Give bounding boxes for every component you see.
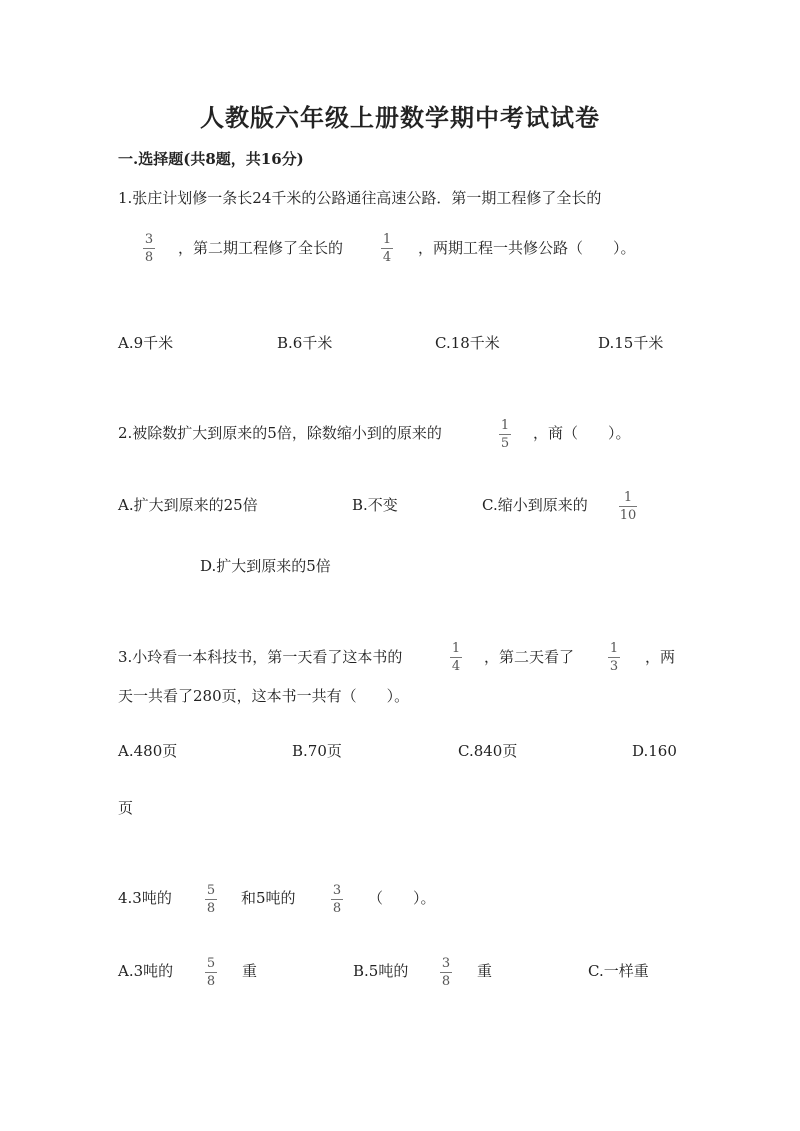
fraction-bar [331, 899, 343, 900]
q1-option-b[interactable]: B.6千米 [277, 334, 333, 352]
fraction-bar [499, 434, 511, 435]
fraction-bar [619, 506, 637, 507]
fraction-bar [450, 657, 462, 658]
q4-text-start: 4.3吨的 [118, 889, 172, 907]
q3-mid-text: ，第二天看了 [484, 648, 575, 666]
fraction-bar [205, 899, 217, 900]
q2-option-a[interactable]: A.扩大到原来的25倍 [118, 496, 258, 514]
q4-option-c[interactable]: C.一样重 [588, 962, 649, 980]
q1-fraction-2 [381, 232, 393, 265]
fraction-denominator: 4 [382, 250, 392, 265]
fraction-denominator: 4 [451, 659, 461, 674]
q3-option-c[interactable]: C.840页 [458, 742, 518, 760]
q4-option-b[interactable]: B.5吨的 [353, 962, 409, 980]
q3-option-d[interactable]: D.160 [632, 742, 677, 760]
q4-option-a-suffix: 重 [242, 962, 258, 980]
fraction-denominator: 8 [206, 901, 216, 916]
q4-option-a[interactable]: A.3吨的 [118, 962, 174, 980]
q3-option-a[interactable]: A.480页 [118, 742, 178, 760]
fraction-bar [608, 657, 620, 658]
fraction-numerator: 5 [206, 956, 216, 971]
fraction-denominator: 10 [619, 508, 637, 523]
q1-option-a[interactable]: A.9千米 [118, 334, 174, 352]
q2-option-c[interactable]: C.缩小到原来的 [482, 496, 588, 514]
q3-fraction-2 [608, 641, 620, 674]
q4-tail-text: （ ）。 [368, 889, 436, 907]
q4-option-a-fraction [205, 956, 217, 989]
fraction-numerator: 3 [144, 232, 154, 247]
q3-tail-text: ，两 [645, 648, 676, 666]
q3-line2: 天一共看了280页，这本书一共有（ ）。 [118, 687, 410, 705]
q3-fraction-1 [450, 641, 462, 674]
q2-option-c-fraction [619, 490, 637, 523]
fraction-numerator: 1 [500, 418, 510, 433]
q2-option-d[interactable]: D.扩大到原来的5倍 [200, 557, 331, 575]
q1-tail-text: ，两期工程一共修公路（ ）。 [418, 239, 636, 257]
fraction-bar [440, 972, 452, 973]
q4-option-b-suffix: 重 [477, 962, 493, 980]
q2-option-b[interactable]: B.不变 [352, 496, 398, 514]
fraction-numerator: 1 [382, 232, 392, 247]
fraction-numerator: 3 [332, 883, 342, 898]
q1-fraction-1 [143, 232, 155, 265]
q4-mid-text: 和5吨的 [241, 889, 296, 907]
q2-fraction [499, 418, 511, 451]
fraction-numerator: 3 [441, 956, 451, 971]
fraction-denominator: 5 [500, 436, 510, 451]
q4-fraction-1 [205, 883, 217, 916]
page-title: 人教版六年级上册数学期中考试试卷 [200, 103, 600, 132]
q1-option-c[interactable]: C.18千米 [435, 334, 500, 352]
fraction-numerator: 5 [206, 883, 216, 898]
q4-fraction-2 [331, 883, 343, 916]
q3-option-d-continued: 页 [118, 799, 134, 817]
fraction-numerator: 1 [451, 641, 461, 656]
fraction-bar [381, 248, 393, 249]
q4-option-b-fraction [440, 956, 452, 989]
fraction-bar [143, 248, 155, 249]
fraction-denominator: 8 [144, 250, 154, 265]
q3-option-b[interactable]: B.70页 [292, 742, 342, 760]
fraction-denominator: 8 [206, 974, 216, 989]
q1-line1: 1.张庄计划修一条长24千米的公路通往高速公路．第一期工程修了全长的 [118, 189, 602, 207]
q1-mid-text: ，第二期工程修了全长的 [178, 239, 344, 257]
section-heading: 一.选择题(共8题，共16分) [118, 150, 304, 168]
fraction-numerator: 1 [609, 641, 619, 656]
fraction-denominator: 8 [332, 901, 342, 916]
fraction-denominator: 8 [441, 974, 451, 989]
fraction-denominator: 3 [609, 659, 619, 674]
q1-option-d[interactable]: D.15千米 [598, 334, 664, 352]
q2-tail-text: ，商（ ）。 [533, 424, 631, 442]
q2-text: 2.被除数扩大到原来的5倍，除数缩小到的原来的 [118, 424, 442, 442]
fraction-bar [205, 972, 217, 973]
q3-text: 3.小玲看一本科技书，第一天看了这本书的 [118, 648, 403, 666]
fraction-numerator: 1 [623, 490, 633, 505]
